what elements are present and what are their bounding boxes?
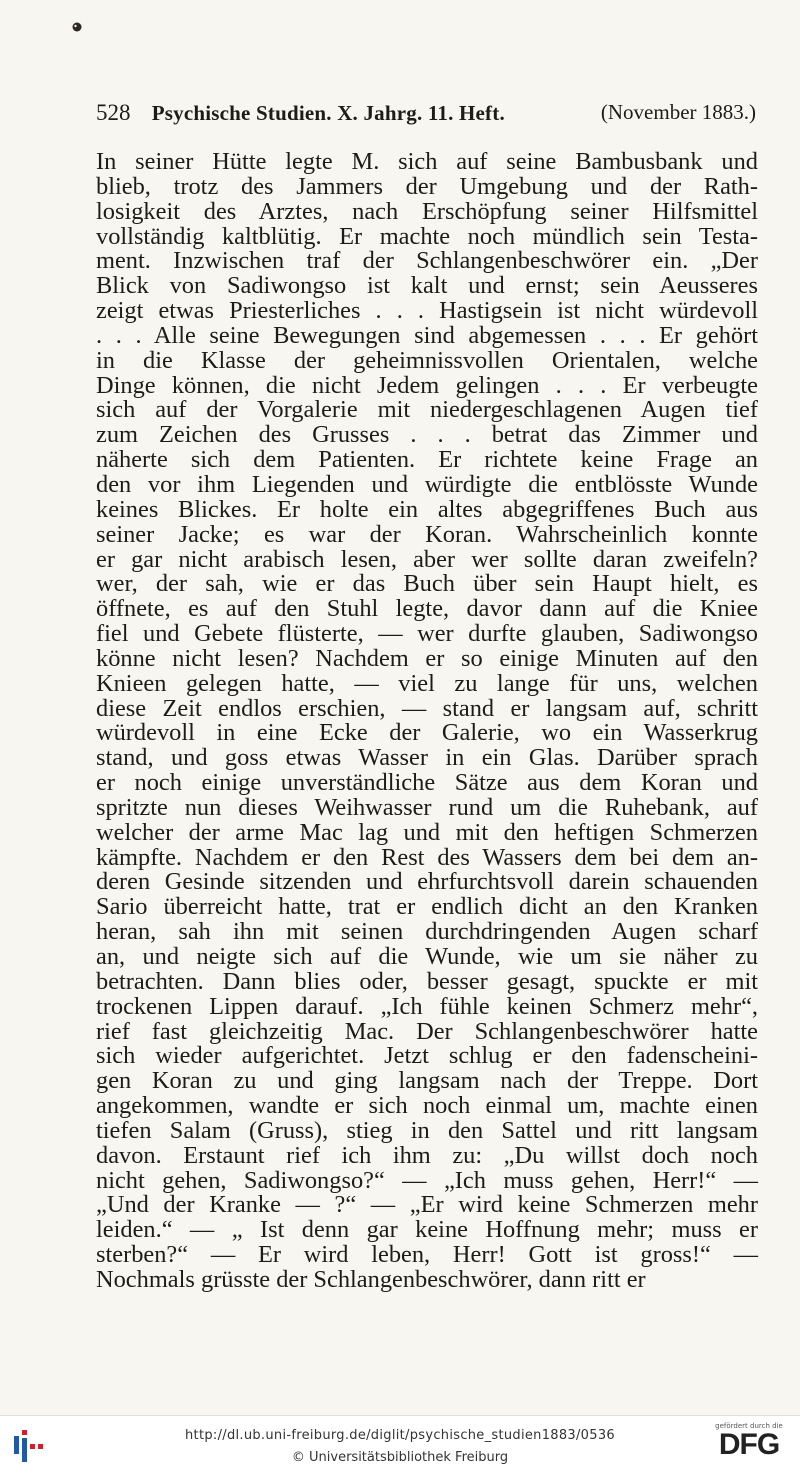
text-line: In seiner Hütte legte M. sich auf seine Bambusbank und bbox=[96, 148, 758, 175]
text-line: Knieen gelegen hatte, — viel zu lange für uns, welchen bbox=[96, 669, 758, 697]
text-line: an, und neigte sich auf die Wunde, wie um sie näher zu bbox=[96, 943, 758, 970]
text-line: seiner Jacke; es war der Koran. Wahrscheinlich konnte bbox=[96, 520, 758, 548]
text-line: keines Blickes. Er holte ein altes abgegriffenes Buch aus bbox=[96, 495, 758, 523]
permalink-url[interactable]: http://dl.ub.uni-freiburg.de/diglit/psychische_studien1883/0536 bbox=[185, 1428, 615, 1443]
text-line: zum Zeichen des Grusses . . . betrat das Zimmer und bbox=[96, 421, 758, 449]
issue-date: (November 1883.) bbox=[600, 100, 756, 124]
text-line: er gar nicht arabisch lesen, aber wer sollte daran zweifeln? bbox=[96, 545, 758, 573]
text-line: ment. Inzwischen traf der Schlangenbeschwörer ein. „Der bbox=[96, 247, 758, 275]
text-line: sich wieder aufgerichtet. Jetzt schlug er den fadenscheini- bbox=[96, 1042, 758, 1070]
text-line: spritzte nun dieses Weihwasser rund um die Ruhebank, auf bbox=[96, 793, 758, 821]
text-line: fiel und Gebete flüsterte, — wer durfte glauben, Sadiwongso bbox=[96, 620, 758, 648]
text-line: er noch einige unverständliche Sätze aus dem Koran und bbox=[96, 769, 758, 797]
running-header bbox=[96, 100, 756, 126]
text-line: tiefen Salam (Gruss), stieg in den Sattel und ritt langsam bbox=[96, 1116, 758, 1144]
text-line: Sario überreicht hatte, trat er endlich dicht an den Kranken bbox=[96, 893, 758, 921]
text-line: zeigt etwas Priesterliches . . . Hastigsein ist nicht würdevoll bbox=[96, 297, 758, 325]
text-line: angekommen, wandte er sich noch einmal um, machte einen bbox=[96, 1092, 758, 1120]
body-text bbox=[96, 150, 758, 1293]
dfg-logo bbox=[708, 1422, 790, 1462]
ornament-mark-icon bbox=[70, 20, 84, 34]
text-line: betrachten. Dann blies oder, besser gesagt, spuckte er mit bbox=[96, 967, 758, 995]
text-line: gen Koran zu und ging langsam nach der Treppe. Dort bbox=[96, 1067, 758, 1095]
text-line: sterben?“ — Er wird leben, Herr! Gott ist gross!“ — bbox=[96, 1241, 758, 1269]
text-line: rief fast gleichzeitig Mac. Der Schlangenbeschwörer hatte bbox=[96, 1017, 758, 1045]
text-line: Nochmals grüsste der Schlangenbeschwörer, dann ritt er bbox=[96, 1265, 646, 1293]
page-number: 528 bbox=[96, 100, 131, 125]
text-line: nicht gehen, Sadiwongso?“ — „Ich muss gehen, Herr!“ — bbox=[96, 1166, 758, 1194]
running-title: Psychische Studien. X. Jahrg. 11. Heft. bbox=[151, 101, 505, 125]
text-line: welcher der arme Mac lag und mit den heftigen Schmerzen bbox=[96, 818, 758, 846]
text-line: davon. Erstaunt rief ich ihm zu: „Du willst doch noch bbox=[96, 1141, 758, 1169]
copyright-notice: © Universitätsbibliothek Freiburg bbox=[291, 1450, 509, 1465]
text-line: wer, der sah, wie er das Buch über sein Haupt hielt, es bbox=[96, 570, 758, 598]
funding-note: gefördert durch die bbox=[715, 1422, 783, 1430]
text-line: leiden.“ — „ Ist denn gar keine Hoffnung mehr; muss er bbox=[96, 1216, 758, 1244]
text-line: würdevoll in eine Ecke der Galerie, wo ein Wasserkrug bbox=[96, 719, 758, 747]
text-line: Blick von Sadiwongso ist kalt und ernst; sein Aeusseres bbox=[96, 272, 758, 300]
text-line: in die Klasse der geheimnissvollen Orientalen, welche bbox=[96, 346, 758, 374]
text-line: trockenen Lippen darauf. „Ich fühle keinen Schmerz mehr“, bbox=[96, 992, 758, 1020]
text-line: blieb, trotz des Jammers der Umgebung und der Rath- bbox=[96, 172, 758, 200]
text-line: deren Gesinde sitzenden und ehrfurchtsvoll darein schauenden bbox=[96, 868, 758, 896]
text-line: vollständig kaltblütig. Er machte noch mündlich sein Testa- bbox=[96, 222, 758, 250]
text-line: Dinge können, die nicht Jedem gelingen . . . Er verbeugte bbox=[96, 371, 758, 399]
text-line: „Und der Kranke — ?“ — „Er wird keine Schmerzen mehr bbox=[96, 1191, 758, 1219]
text-line: sich auf der Vorgalerie mit niedergeschlagenen Augen tief bbox=[96, 396, 758, 424]
viewer-footer bbox=[0, 1415, 800, 1473]
text-line: den vor ihm Liegenden und würdigte die entblösste Wunde bbox=[96, 470, 758, 498]
text-line: näherte sich dem Patienten. Er richtete keine Frage an bbox=[96, 446, 758, 474]
text-line: könne nicht lesen? Nachdem er so einige Minuten auf den bbox=[96, 644, 758, 672]
text-line: losigkeit des Arztes, nach Erschöpfung seiner Hilfsmittel bbox=[96, 197, 758, 225]
text-line: diese Zeit endlos erschien, — stand er langsam auf, schritt bbox=[96, 694, 758, 722]
text-line: heran, sah ihn mit seinen durchdringenden Augen scharf bbox=[96, 918, 758, 946]
text-line: kämpfte. Nachdem er den Rest des Wassers dem bei dem an- bbox=[96, 843, 758, 871]
dfg-logo-text: DFG bbox=[718, 1428, 780, 1461]
text-line: stand, und goss etwas Wasser in ein Glas. Darüber sprach bbox=[96, 744, 758, 772]
text-line: öffnete, es auf den Stuhl legte, davor dann auf die Kniee bbox=[96, 595, 758, 623]
text-line: . . . Alle seine Bewegungen sind abgemessen . . . Er gehört bbox=[96, 321, 758, 349]
